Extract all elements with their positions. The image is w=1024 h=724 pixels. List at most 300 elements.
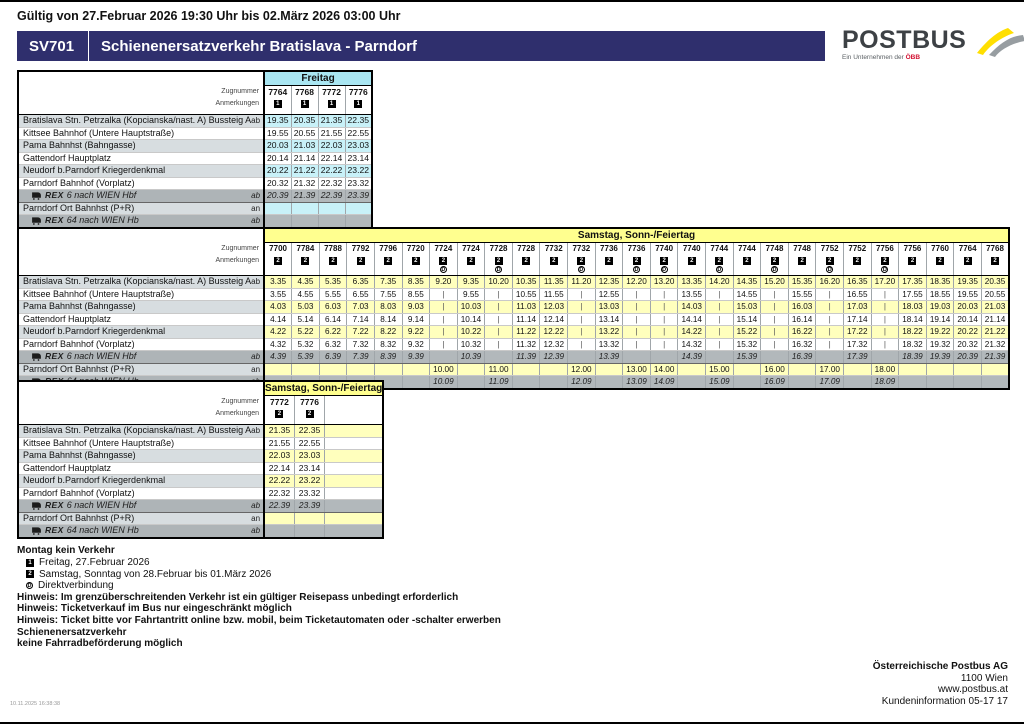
footnote-square-icon: 2 <box>26 570 34 578</box>
remark-cell <box>512 255 540 276</box>
time-cell <box>844 363 872 376</box>
time-cell: | <box>568 288 596 301</box>
train-number: 7764 <box>264 86 291 99</box>
station-name: Parndorf Bahnhof (Vorplatz) <box>23 338 135 349</box>
time-cell <box>325 500 384 513</box>
time-cell <box>816 351 844 364</box>
footnote-square-icon: 2 <box>633 257 641 265</box>
footnote-square-icon: 1 <box>301 100 309 108</box>
time-cell <box>899 363 927 376</box>
time-cell: 11.39 <box>512 351 540 364</box>
remark-cell <box>926 255 954 276</box>
rex-connection-row-label <box>18 500 264 513</box>
time-cell: | <box>430 301 458 314</box>
time-cell: 22.55 <box>294 437 324 450</box>
station-name: Pama Bahnhst (Bahngasse) <box>23 140 136 150</box>
footnote-text: Hinweis: Ticketverkauf im Bus nur eingeschränkt möglich <box>17 603 292 615</box>
station-name: Bratislava Stn. Petrzalka (Kopcianska/nast. A) Bussteig A <box>23 115 252 125</box>
station-row <box>18 338 1009 351</box>
rex-logo: REX <box>45 215 64 225</box>
train-number: 7752 <box>816 243 844 256</box>
time-cell: 20.14 <box>954 313 982 326</box>
station-row <box>18 127 372 140</box>
station-row <box>18 177 372 190</box>
station-name: Parndorf Ort Bahnhst (P+R) <box>23 512 135 523</box>
station-row <box>18 165 372 178</box>
time-cell: 18.35 <box>926 276 954 289</box>
time-cell <box>264 202 291 215</box>
time-cell: 12.32 <box>540 338 568 351</box>
footer <box>873 661 1008 707</box>
station-name: Bratislava Stn. Petrzalka (Kopcianska/nast. A) Bussteig A <box>23 425 252 435</box>
validity-text: Gültig von 27.Februar 2026 19:30 Uhr bis 02.März 2026 03:00 Uhr <box>17 9 401 23</box>
remark-cell <box>294 408 324 425</box>
time-cell: 22.55 <box>345 127 372 140</box>
station-row-label <box>18 475 264 488</box>
footnote-text: Hinweis: Ticket bitte vor Fahrtantritt online bzw. mobil, beim Ticketautomaten oder -schalter erwerben <box>17 614 501 626</box>
train-number: 7760 <box>926 243 954 256</box>
time-cell: | <box>430 288 458 301</box>
time-cell: 23.03 <box>345 140 372 153</box>
station-row-label <box>18 115 264 128</box>
remark-cell <box>678 255 706 276</box>
rex-logo: REX <box>45 351 64 361</box>
time-cell: 16.03 <box>788 301 816 314</box>
time-cell: 10.32 <box>457 338 485 351</box>
train-number: 7756 <box>899 243 927 256</box>
time-cell: 14.20 <box>706 276 734 289</box>
time-cell: | <box>430 338 458 351</box>
remark-cell <box>816 255 844 276</box>
time-cell: 17.14 <box>844 313 872 326</box>
departure-arrival-label: ab <box>251 191 261 200</box>
time-cell: | <box>871 288 899 301</box>
time-cell <box>264 215 291 228</box>
time-cell: | <box>650 288 678 301</box>
station-row-label <box>18 152 264 165</box>
direct-connection-icon: D <box>579 267 584 273</box>
station-name: Neudorf b.Parndorf Kriegerdenkmal <box>23 326 166 336</box>
time-cell: 17.00 <box>816 363 844 376</box>
train-number: 7744 <box>706 243 734 256</box>
time-cell <box>402 363 430 376</box>
rex-connection-row-label <box>18 525 264 538</box>
time-cell <box>325 525 384 538</box>
train-number: 7744 <box>733 243 761 256</box>
time-cell: 15.00 <box>706 363 734 376</box>
remark-cell <box>761 255 789 276</box>
remark-cell <box>430 255 458 276</box>
time-cell: | <box>623 288 651 301</box>
time-cell: 14.03 <box>678 301 706 314</box>
timetable-2 <box>17 227 1010 390</box>
time-cell: | <box>623 338 651 351</box>
station-name: Neudorf b.Parndorf Kriegerdenkmal <box>23 165 166 175</box>
time-cell: 3.35 <box>264 276 292 289</box>
time-cell: 7.14 <box>347 313 375 326</box>
time-cell: | <box>871 313 899 326</box>
time-cell <box>345 202 372 215</box>
title-bar <box>17 31 825 61</box>
time-cell <box>871 351 899 364</box>
footnote-text: Hinweis: Im grenzüberschreitenden Verkehr ist ein gültiger Reisepass unbedingt erforderlich <box>17 591 459 603</box>
footnote-square-icon: 2 <box>357 257 365 265</box>
station-row-label <box>18 487 264 500</box>
station-name: Parndorf Bahnhof (Vorplatz) <box>23 177 135 188</box>
footnote-square-icon: 2 <box>384 257 392 265</box>
time-cell <box>623 351 651 364</box>
train-number: 7732 <box>540 243 568 256</box>
station-row-label <box>18 313 264 326</box>
time-cell: 17.35 <box>899 276 927 289</box>
time-cell: 18.03 <box>899 301 927 314</box>
station-row-label <box>18 338 264 351</box>
time-cell: 8.22 <box>374 326 402 339</box>
rex-connection-row <box>18 190 372 203</box>
time-cell: 7.35 <box>374 276 402 289</box>
time-cell: 13.22 <box>595 326 623 339</box>
time-cell <box>402 376 430 389</box>
postbus-logo <box>842 28 1017 68</box>
rex-destination: 6 nach WIEN Hbf <box>66 190 137 200</box>
train-number: 7776 <box>345 86 372 99</box>
time-cell: 21.32 <box>981 338 1009 351</box>
time-cell: 18.14 <box>899 313 927 326</box>
time-cell: 18.32 <box>899 338 927 351</box>
footnote-square-icon: 2 <box>881 257 889 265</box>
time-cell: | <box>706 301 734 314</box>
time-cell: 4.32 <box>264 338 292 351</box>
time-cell: 22.32 <box>264 487 294 500</box>
time-cell: 14.39 <box>678 351 706 364</box>
time-cell: 16.32 <box>788 338 816 351</box>
time-cell <box>325 437 384 450</box>
time-cell <box>650 351 678 364</box>
time-cell: | <box>430 313 458 326</box>
route-title: Schienenersatzverkehr Bratislava - Parndorf <box>88 31 417 61</box>
departure-arrival-label: an <box>251 513 261 523</box>
footnote-square-icon: 2 <box>605 257 613 265</box>
station-row <box>18 437 383 450</box>
station-row <box>18 462 383 475</box>
time-cell <box>264 512 294 525</box>
time-cell: | <box>816 338 844 351</box>
time-cell <box>264 525 294 538</box>
time-cell: 15.14 <box>733 313 761 326</box>
route-code: SV701 <box>29 37 75 55</box>
table-corner <box>18 71 264 86</box>
time-cell: 20.39 <box>954 351 982 364</box>
rex-destination: 64 nach WIEN Hb <box>66 525 139 535</box>
station-name: Pama Bahnhst (Bahngasse) <box>23 450 136 460</box>
time-cell: 21.03 <box>981 301 1009 314</box>
time-cell: 10.00 <box>430 363 458 376</box>
footnote-square-icon: 2 <box>329 257 337 265</box>
station-row <box>18 115 372 128</box>
train-number: 7728 <box>485 243 513 256</box>
time-cell: 4.22 <box>264 326 292 339</box>
time-cell: 16.14 <box>788 313 816 326</box>
footnote-text: Samstag, Sonntag von 28.Februar bis 01.März 2026 <box>39 568 272 580</box>
station-name: Kittsee Bahnhof (Untere Hauptstraße) <box>23 437 175 448</box>
time-cell: | <box>816 288 844 301</box>
station-row <box>18 512 383 525</box>
time-cell: 4.55 <box>292 288 320 301</box>
time-cell: 10.22 <box>457 326 485 339</box>
zugnummer-label: Zugnummer <box>18 243 264 256</box>
time-cell: 21.14 <box>291 152 318 165</box>
time-cell: 16.00 <box>761 363 789 376</box>
time-cell: 19.32 <box>926 338 954 351</box>
time-cell <box>325 512 384 525</box>
time-cell <box>485 351 513 364</box>
footnote-square-icon: 2 <box>743 257 751 265</box>
footnote-item <box>17 592 777 604</box>
footnote-item <box>17 615 777 627</box>
rex-logo: REX <box>45 525 64 535</box>
direct-connection-icon: D <box>662 267 667 273</box>
footnote-square-icon: 2 <box>908 257 916 265</box>
footnote-square-icon: 1 <box>328 100 336 108</box>
remark-cell <box>623 255 651 276</box>
time-cell: 18.22 <box>899 326 927 339</box>
station-row-label <box>18 450 264 463</box>
day-header: Samstag, Sonn-/Feiertag <box>264 228 1009 243</box>
train-icon <box>31 192 42 200</box>
time-cell: 14.00 <box>650 363 678 376</box>
time-cell: 18.55 <box>926 288 954 301</box>
station-row <box>18 425 383 438</box>
footnote-square-icon: 2 <box>301 257 309 265</box>
footnote-square-icon: 2 <box>715 257 723 265</box>
time-cell: 21.03 <box>291 140 318 153</box>
footnote-square-icon: 2 <box>550 257 558 265</box>
time-cell: 22.22 <box>264 475 294 488</box>
rex-destination: 6 nach WIEN Hbf <box>66 351 137 361</box>
station-name: Gattendorf Hauptplatz <box>23 313 112 324</box>
time-cell <box>954 376 982 389</box>
rex-connection-row-label <box>18 351 264 364</box>
time-cell: 6.35 <box>347 276 375 289</box>
time-cell: 20.35 <box>981 276 1009 289</box>
station-row-label <box>18 301 264 314</box>
time-cell <box>733 363 761 376</box>
station-row <box>18 487 383 500</box>
station-row-label <box>18 202 264 215</box>
time-cell: | <box>430 326 458 339</box>
train-number: 7772 <box>318 86 345 99</box>
remark-cell <box>595 255 623 276</box>
time-cell: 7.32 <box>347 338 375 351</box>
time-cell: 17.39 <box>844 351 872 364</box>
time-cell <box>926 376 954 389</box>
remark-cell <box>318 98 345 115</box>
footnote-item <box>17 569 777 581</box>
time-cell: | <box>568 338 596 351</box>
time-cell: 10.14 <box>457 313 485 326</box>
time-cell: 16.39 <box>788 351 816 364</box>
time-cell: 5.14 <box>292 313 320 326</box>
time-cell: 12.14 <box>540 313 568 326</box>
time-cell: 17.55 <box>899 288 927 301</box>
time-cell: | <box>568 313 596 326</box>
time-cell: | <box>650 326 678 339</box>
train-icon <box>31 527 42 535</box>
time-cell: | <box>871 338 899 351</box>
time-cell: 9.20 <box>430 276 458 289</box>
time-cell: | <box>485 326 513 339</box>
time-cell: | <box>568 326 596 339</box>
time-cell <box>319 363 347 376</box>
time-cell: 9.35 <box>457 276 485 289</box>
remark-cell <box>325 408 384 425</box>
station-row-label <box>18 276 264 289</box>
time-cell <box>325 487 384 500</box>
time-cell: 22.03 <box>318 140 345 153</box>
train-number: 7748 <box>761 243 789 256</box>
train-number: 7740 <box>678 243 706 256</box>
time-cell: 11.22 <box>512 326 540 339</box>
time-cell: 15.32 <box>733 338 761 351</box>
footnote-square-icon: 2 <box>853 257 861 265</box>
time-cell: 11.20 <box>568 276 596 289</box>
time-cell: | <box>871 326 899 339</box>
time-cell: | <box>761 301 789 314</box>
station-row <box>18 276 1009 289</box>
time-cell: 16.09 <box>761 376 789 389</box>
time-cell: 13.20 <box>650 276 678 289</box>
train-number: 7784 <box>292 243 320 256</box>
train-number: 7748 <box>788 243 816 256</box>
footnote-square-icon: 2 <box>798 257 806 265</box>
time-cell: | <box>706 313 734 326</box>
direct-connection-icon: D <box>772 267 777 273</box>
time-cell: 21.22 <box>291 165 318 178</box>
time-cell <box>761 351 789 364</box>
time-cell: 12.00 <box>568 363 596 376</box>
time-cell <box>981 363 1009 376</box>
time-cell: 23.14 <box>345 152 372 165</box>
departure-arrival-label: ab <box>251 352 261 361</box>
time-cell: 13.03 <box>595 301 623 314</box>
train-number: 7736 <box>623 243 651 256</box>
time-cell: 9.39 <box>402 351 430 364</box>
time-cell: 11.09 <box>485 376 513 389</box>
time-cell: 13.00 <box>623 363 651 376</box>
remark-cell <box>485 255 513 276</box>
time-cell: 22.35 <box>294 425 324 438</box>
time-cell: 23.32 <box>345 177 372 190</box>
time-cell: 7.03 <box>347 301 375 314</box>
footnote-square-icon: 1 <box>274 100 282 108</box>
time-cell: 20.14 <box>264 152 291 165</box>
station-row <box>18 363 1009 376</box>
time-cell: 17.09 <box>816 376 844 389</box>
remark-cell <box>706 255 734 276</box>
time-cell <box>595 376 623 389</box>
time-cell <box>844 376 872 389</box>
time-cell: 4.14 <box>264 313 292 326</box>
departure-arrival-label: ab <box>251 277 261 286</box>
table-corner <box>18 381 264 396</box>
time-cell <box>264 363 292 376</box>
time-cell: 10.03 <box>457 301 485 314</box>
train-number: 7768 <box>291 86 318 99</box>
time-cell <box>678 376 706 389</box>
time-cell: 23.22 <box>294 475 324 488</box>
time-cell: 9.32 <box>402 338 430 351</box>
time-cell <box>347 363 375 376</box>
footnote-square-icon: 2 <box>467 257 475 265</box>
time-cell: 5.39 <box>292 351 320 364</box>
time-cell <box>325 425 384 438</box>
remark-cell <box>264 408 294 425</box>
time-cell: 14.14 <box>678 313 706 326</box>
rex-destination: 6 nach WIEN Hbf <box>66 500 137 510</box>
time-cell: 23.39 <box>345 190 372 203</box>
time-cell: 10.35 <box>512 276 540 289</box>
time-cell: 15.22 <box>733 326 761 339</box>
time-cell: 8.35 <box>402 276 430 289</box>
station-row-label <box>18 288 264 301</box>
time-cell: 20.03 <box>264 140 291 153</box>
time-cell: | <box>871 301 899 314</box>
time-cell: 22.32 <box>318 177 345 190</box>
time-cell: | <box>650 301 678 314</box>
remark-cell <box>733 255 761 276</box>
departure-arrival-label: ab <box>251 526 261 535</box>
time-cell <box>788 376 816 389</box>
departure-arrival-label: an <box>251 364 261 374</box>
time-cell: 10.09 <box>430 376 458 389</box>
station-row <box>18 202 372 215</box>
remark-cell <box>457 255 485 276</box>
station-row <box>18 288 1009 301</box>
footnote-square-icon: 2 <box>771 257 779 265</box>
train-number: 7700 <box>264 243 292 256</box>
time-cell: 13.55 <box>678 288 706 301</box>
time-cell: | <box>706 326 734 339</box>
time-cell: 6.14 <box>319 313 347 326</box>
direct-connection-icon: D <box>634 267 639 273</box>
time-cell <box>291 215 318 228</box>
direct-connection-icon: D <box>441 267 446 273</box>
remark-cell <box>319 255 347 276</box>
remark-cell <box>650 255 678 276</box>
train-number: 7724 <box>457 243 485 256</box>
time-cell <box>325 475 384 488</box>
rex-connection-row <box>18 500 383 513</box>
station-name: Gattendorf Hauptplatz <box>23 152 112 163</box>
time-cell: 21.39 <box>291 190 318 203</box>
time-cell <box>788 363 816 376</box>
time-cell: 11.00 <box>485 363 513 376</box>
rex-connection-row <box>18 351 1009 364</box>
station-row-label <box>18 326 264 339</box>
time-cell: 20.39 <box>264 190 291 203</box>
time-cell: 20.35 <box>291 115 318 128</box>
anmerkungen-label: Anmerkungen <box>18 408 264 425</box>
station-row-label <box>18 140 264 153</box>
remark-cell <box>291 98 318 115</box>
time-cell: 16.20 <box>816 276 844 289</box>
time-cell: | <box>485 301 513 314</box>
station-row-label <box>18 425 264 438</box>
time-cell <box>540 363 568 376</box>
train-number: 7756 <box>871 243 899 256</box>
time-cell: 11.14 <box>512 313 540 326</box>
time-cell: 16.55 <box>844 288 872 301</box>
